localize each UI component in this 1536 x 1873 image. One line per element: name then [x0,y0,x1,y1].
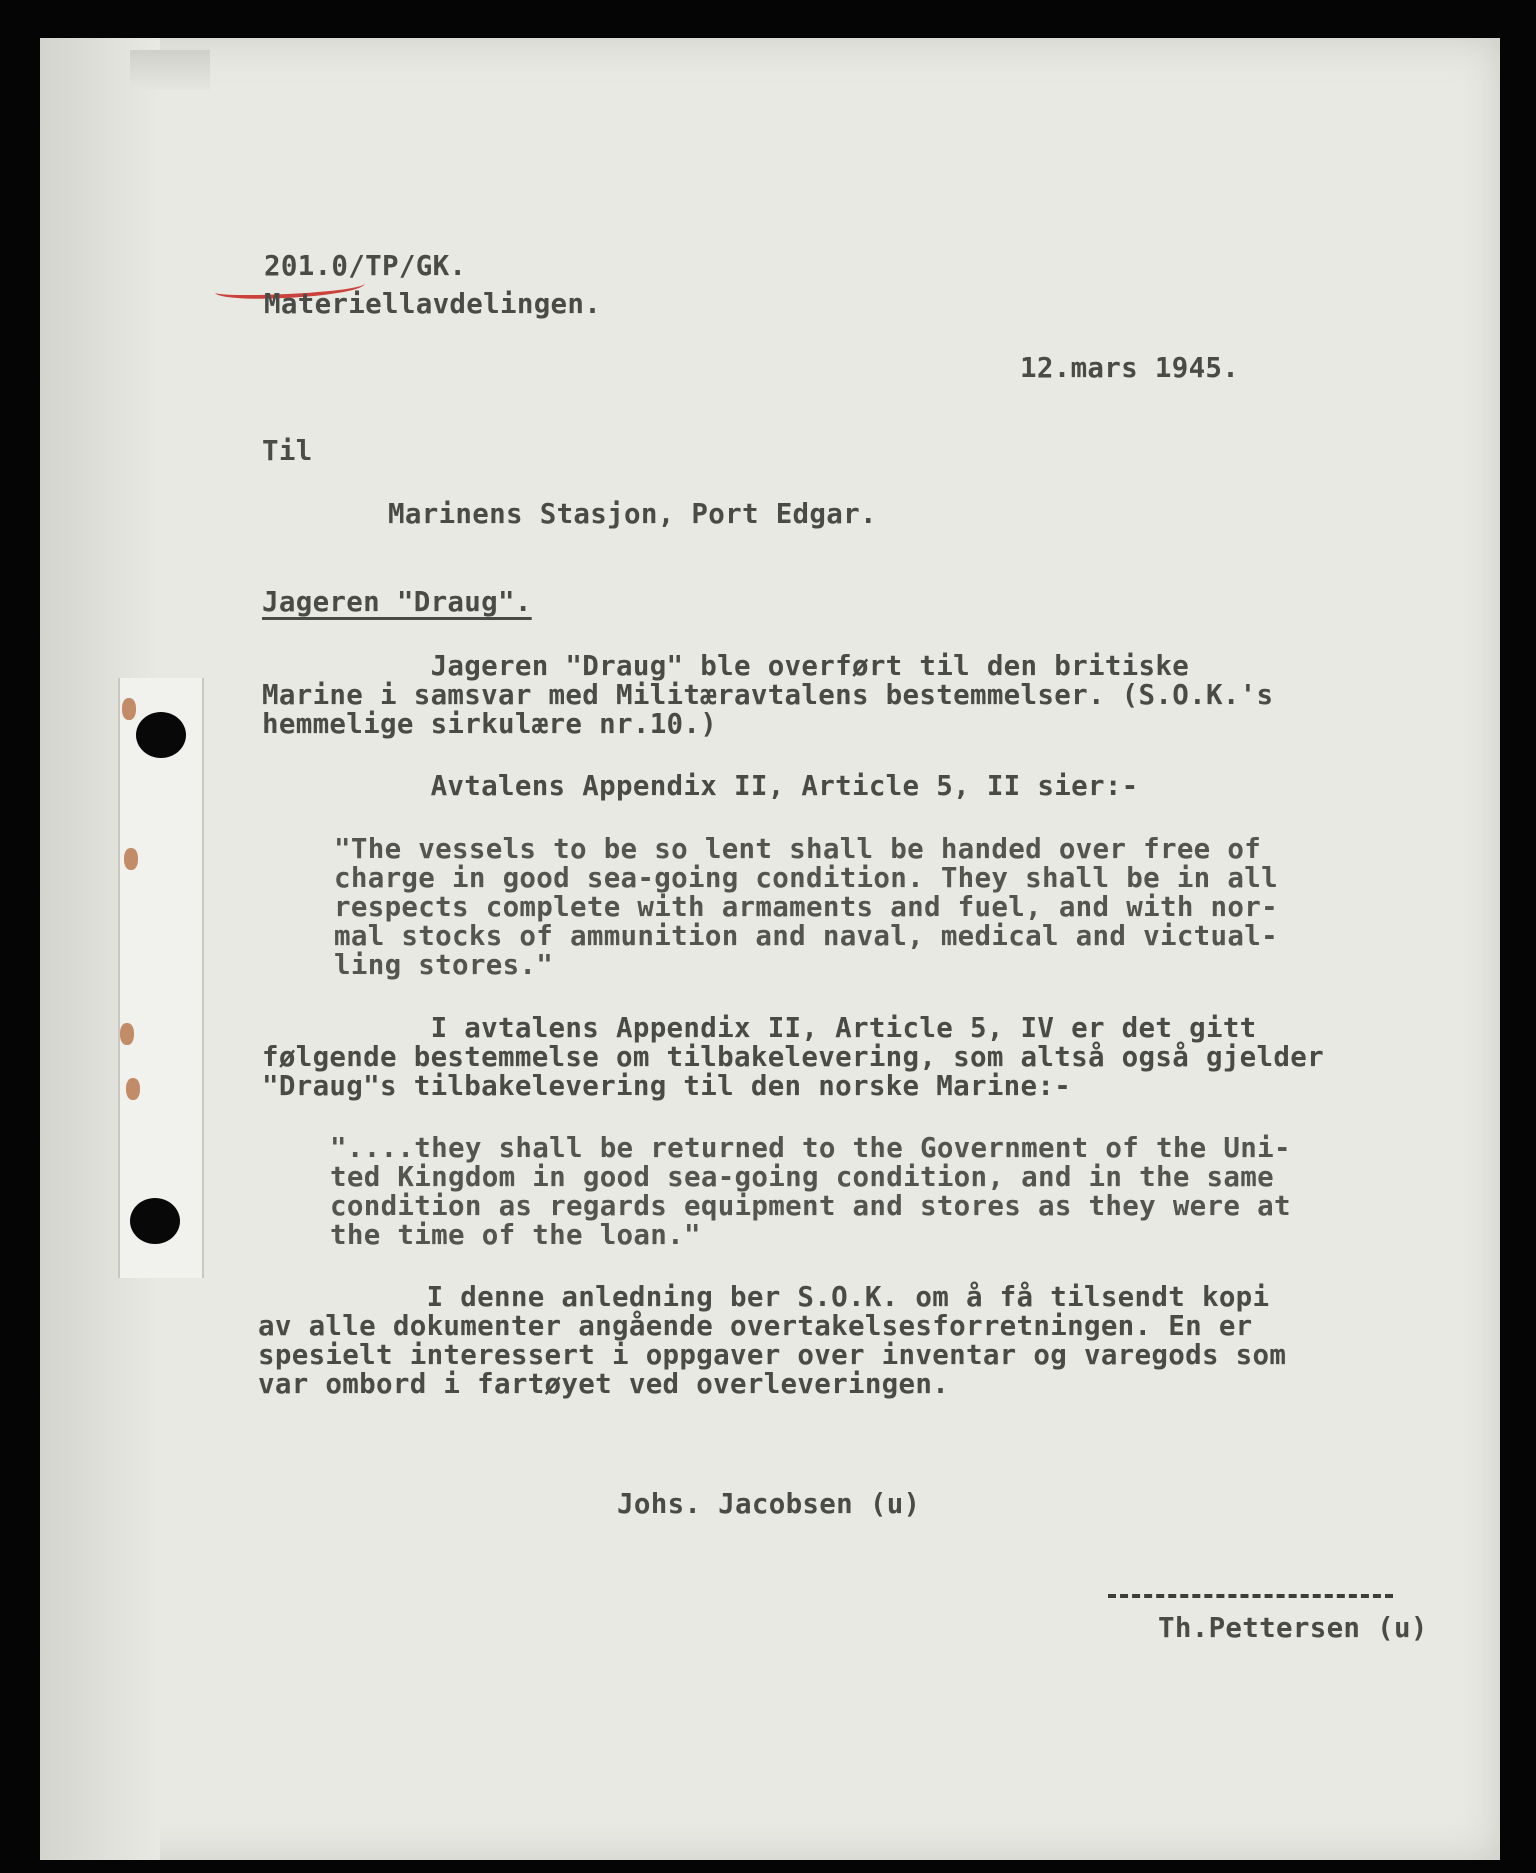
subject-line: Jageren "Draug". [262,586,532,618]
signature-jacobsen: Johs. Jacobsen (u) [617,1488,921,1520]
text-line: I avtalens Appendix II, Article 5, IV er det gitt [262,1012,1257,1044]
text-line: spesielt interessert i oppgaver over inventar og varegods som [258,1339,1287,1371]
quote-line: "....they shall be returned to the Government of the Uni- [330,1132,1291,1164]
quote-line: "The vessels to be so lent shall be handed over free of [334,833,1262,865]
rust-stain [124,848,138,870]
quote-line: ling stores." [334,949,554,981]
department-name: Materiellavdelingen. [264,288,602,320]
quote-line: ted Kingdom in good sea-going condition, and in the same [330,1161,1274,1193]
text-line: Marine i samsvar med Militæravtalens bestemmelser. (S.O.K.'s [262,679,1274,711]
text-line: av alle dokumenter angående overtakelsesforretningen. En er [258,1310,1253,1342]
to-label: Til [262,435,313,467]
rust-stain [122,698,136,720]
text-line: Jageren "Draug" ble overført til den britiske [262,650,1190,682]
torn-paper-edge [130,50,210,90]
quote-line: mal stocks of ammunition and naval, medical and victual- [334,920,1278,952]
text-line: hemmelige sirkulære nr.10.) [262,708,718,740]
quote-line: the time of the loan." [330,1219,701,1251]
letter-date: 12.mars 1945. [1020,352,1240,384]
recipient-address: Marinens Stasjon, Port Edgar. [388,498,877,530]
text-line: Avtalens Appendix II, Article 5, II sier:- [262,770,1139,802]
punch-hole-upper [136,712,186,758]
rust-stain [120,1023,134,1045]
quote-line: respects complete with armaments and fuel, and with nor- [334,891,1278,923]
punch-hole-lower [130,1198,180,1244]
text-line: I denne anledning ber S.O.K. om å få tilsendt kopi [258,1281,1270,1313]
signature-dash-line [1108,1594,1393,1598]
binder-strip [118,678,204,1278]
reference-number: 201.0/TP/GK. [264,250,467,282]
text-line: var ombord i fartøyet ved overleveringen. [258,1368,950,1400]
text-line: "Draug"s tilbakelevering til den norske Marine:- [262,1070,1072,1102]
rust-stain [126,1078,140,1100]
quote-line: condition as regards equipment and stores as they were at [330,1190,1291,1222]
quote-line: charge in good sea-going condition. They shall be in all [334,862,1278,894]
signature-pettersen: Th.Pettersen (u) [1158,1612,1428,1644]
text-line: følgende bestemmelse om tilbakelevering, som altså også gjelder [262,1041,1324,1073]
